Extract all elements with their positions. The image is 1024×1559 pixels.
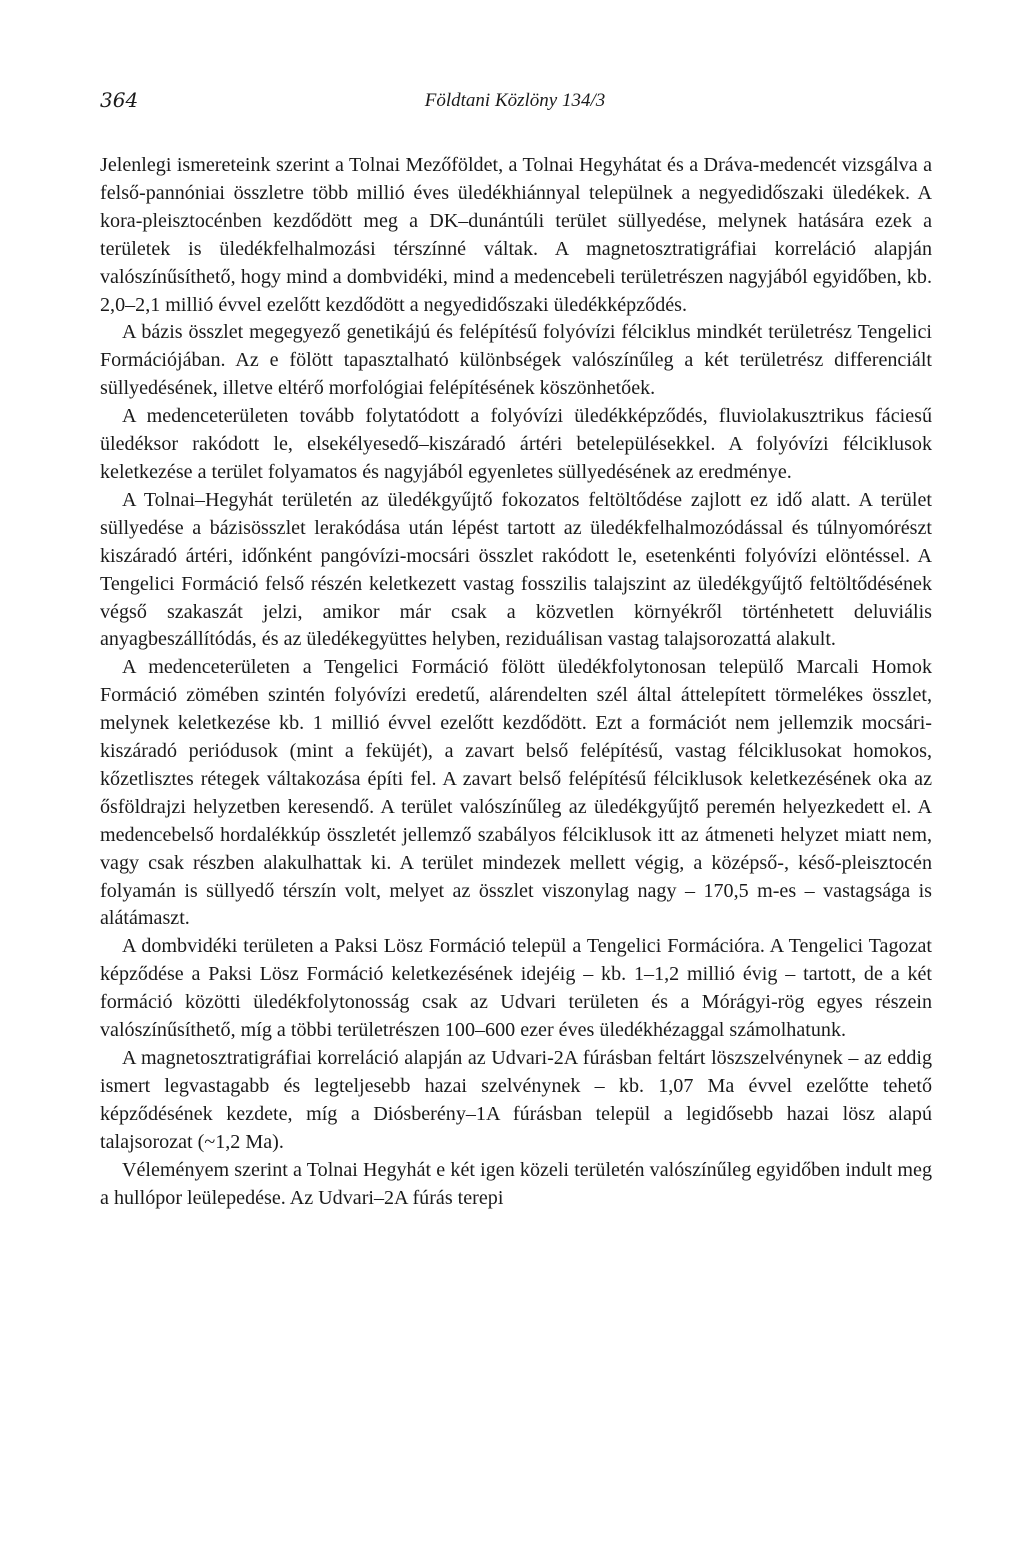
running-head: Földtani Közlöny 134/3 bbox=[424, 90, 606, 111]
body-text bbox=[100, 152, 932, 1212]
page-number: 364 bbox=[100, 88, 139, 112]
paragraph: A Tolnai–Hegyhát területén az üledékgyűjtő fokozatos feltöltődése zajlott ez idő alatt. A terület süllyedése a bázisösszlet lerakódása után lépést tartott az üledékfelhalmozódással és túlnyomórészt kiszáradó ártéri, időnként pangóvízi-mocsári összlet rakódott le, esetenkénti folyóvízi elöntéssel. A Tengelici Formáció felső részén keletkezett vastag fosszilis talajszint az üledékgyűjtő feltöltődésének végső szakaszát jelzi, amikor már csak a közvetlen környékről történhetett deluviális anyagbeszállítódás, és az üledékegyüttes helyben, reziduálisan vastag talajsorozattá alakult. bbox=[100, 488, 932, 651]
paragraph: Véleményem szerint a Tolnai Hegyhát e két igen közeli területén valószínűleg egyidőben indult meg a hullópor leülepedése. Az Udvari–2A fúrás terepi bbox=[100, 1158, 932, 1209]
paragraph: A dombvidéki területen a Paksi Lösz Formáció települ a Tengelici Formációra. A Tengelici Tagozat képződése a Paksi Lösz Formáció keletkezésének idejéig – kb. 1–1,2 millió évig – tartott, de a két formáció közötti üledékfolytonosság csak az Udvari területen és a Mórágyi-rög egyes részein valószínűsíthető, míg a többi területrészen 100–600 ezer éves üledékhézaggal számolhatunk. bbox=[100, 935, 932, 1042]
paragraph: A medenceterületen tovább folytatódott a folyóvízi üledékképződés, fluviolakusztrikus fáciesű üledéksor rakódott le, elsekélyesedő–kiszáradó ártéri betelepülésekkel. A folyóvízi félciklusok keletkezése a terület folyamatos és nagyjából egyenletes süllyedésének az eredménye. bbox=[100, 405, 932, 483]
page-header bbox=[100, 88, 930, 118]
paragraph: A bázis összlet megegyező genetikájú és felépítésű folyóvízi félciklus mindkét területrész Tengelici Formációjában. Az e fölött tapasztalható különbségek valószínűleg a két területrész differenciált süllyedésének, illetve eltérő morfológiai felépítésének köszönhetőek. bbox=[100, 321, 932, 400]
paragraph: Jelenlegi ismereteink szerint a Tolnai Mezőföldet, a Tolnai Hegyhátat és a Dráva-medencét vizsgálva a felső-pannóniai összletre több millió éves üledékhiánnyal települnek a negyedidőszaki üledékek. A kora-pleisztocénben kezdődött meg a DK–dunántúli terület süllyedése, melynek hatására ezek a területek is üledékfelhalmozási térszínné váltak. A magnetosztratigráfiai korreláció alapján valószínűsíthető, hogy mind a dombvidéki, mind a medencebeli területrészen nagyjából egyidőben, kb. 2,0–2,1 millió évvel ezelőtt kezdődött a negyedidőszaki üledékképződés. bbox=[100, 154, 932, 316]
paragraph: A magnetosztratigráfiai korreláció alapján az Udvari-2A fúrásban feltárt löszszelvénynek – az eddig ismert legvastagabb és legteljesebb hazai szelvénynek – kb. 1,07 Ma évvel ezelőtte tehető képződésének kezdete, míg a Diósberény–1A fúrásban települ a legidősebb hazai lösz alapú talajsorozat (~1,2 Ma). bbox=[100, 1047, 932, 1153]
paragraph: A medenceterületen a Tengelici Formáció fölött üledékfolytonosan települő Marcali Homok Formáció zömében szintén folyóvízi eredetű, alárendelten szél által áttelepített törmelékes összlet, melynek keletkezése kb. 1 millió évvel ezelőtt kezdődött. Ezt a formációt nem jellemzik mocsári-kiszáradó periódusok (mint a feküjét), a zavart belső felépítésű, vastag félciklusokat homokos, kőzetlisztes rétegek váltakozása építi fel. A zavart belső felépítésű félciklusok keletkezésének oka az ősföldrajzi helyzetben keresendő. A terület valószínűleg az üledékgyűjtő peremén helyezkedett el. A medencebelső hordalékkúp összletét jellemző szabályos félciklusok itt az átmeneti helyzet miatt nem, vagy csak részben alakulhattak ki. A terület mindezek mellett végig, a középső-, késő-pleisztocén folyamán is süllyedő térszín volt, melyet az összlet viszonylag nagy – 170,5 m-es – vastagsága is alátámaszt. bbox=[100, 656, 932, 930]
